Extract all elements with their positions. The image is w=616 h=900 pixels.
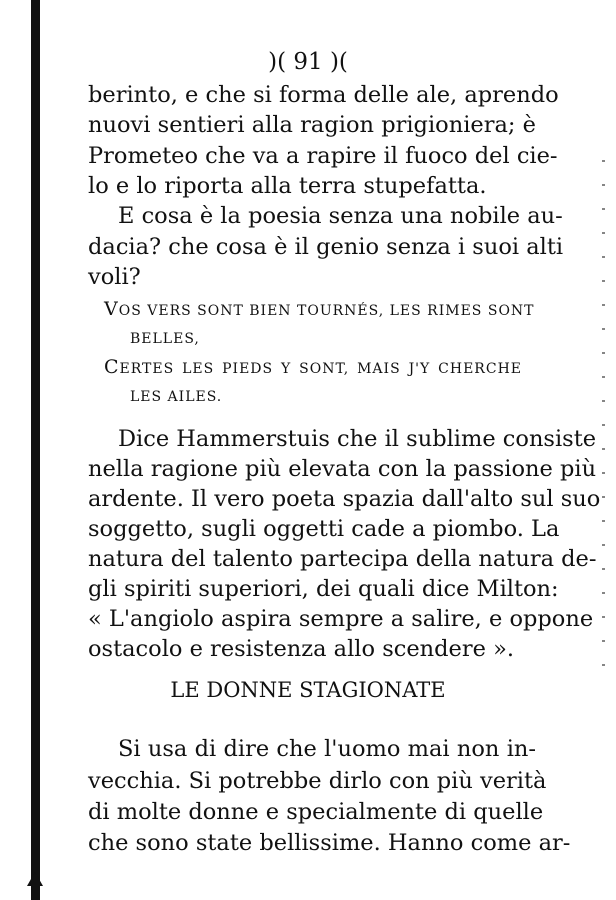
text-line: Prometeo che va a rapire il fuoco del cie-	[88, 143, 558, 169]
verse-initial: C	[104, 356, 120, 378]
text-line: natura del talento partecipa della natura de-	[88, 546, 597, 572]
text-line: E cosa è la poesia senza una nobile au-	[118, 203, 563, 229]
text-line: « L'angiolo aspira sempre a salire, e oppone	[88, 606, 594, 632]
text-line: berinto, e che si forma delle ale, aprendo	[88, 82, 559, 108]
text-line: Dice Hammerstuis che il sublime consiste	[118, 426, 597, 452]
text-line: che sono state bellissime. Hanno come ar-	[88, 830, 571, 856]
verse-line	[130, 386, 330, 408]
text-line: dacia? che cosa è il genio senza i suoi alti	[88, 234, 564, 260]
text-line: gli spiriti superiori, dei quali dice Milton:	[88, 576, 559, 602]
verse-text: OS VERS SONT BIEN TOURNÉS, LES RIMES SONT	[118, 303, 535, 319]
verse-initial: V	[104, 298, 119, 320]
text-line: soggetto, sugli oggetti cade a piombo. La	[88, 516, 560, 542]
verse-text: BELLES,	[130, 331, 200, 347]
binding-notch-mark	[27, 872, 43, 886]
page-binding-edge	[31, 0, 40, 900]
text-line: di molte donne e specialmente di quelle	[88, 799, 544, 825]
verse-text: ERTES LES PIEDS Y SONT, MAIS J'Y CHERCHE	[119, 361, 522, 377]
verse-line	[104, 298, 535, 322]
text-line: vecchia. Si potrebbe dirlo con più verità	[88, 768, 547, 794]
verse-line	[130, 328, 330, 350]
text-line: nella ragione più elevata con la passione più	[88, 456, 597, 482]
text-line: ardente. Il vero poeta spazia dall'alto sul suo	[88, 486, 601, 512]
text-line: nuovi sentieri alla ragion prigioniera; è	[88, 112, 536, 138]
verse-line	[104, 356, 522, 380]
text-line: Si usa di dire che l'uomo mai non in-	[118, 736, 536, 762]
page-number: )( 91 )(	[268, 49, 348, 75]
page-edge-marks	[602, 160, 605, 680]
section-title: LE DONNE STAGIONATE	[170, 678, 446, 702]
text-line: ostacolo e resistenza allo scendere ».	[88, 636, 515, 662]
text-line: lo e lo riporta alla terra stupefatta.	[88, 173, 487, 199]
verse-text: LES AILES.	[130, 389, 223, 405]
text-line: voli?	[88, 264, 141, 290]
